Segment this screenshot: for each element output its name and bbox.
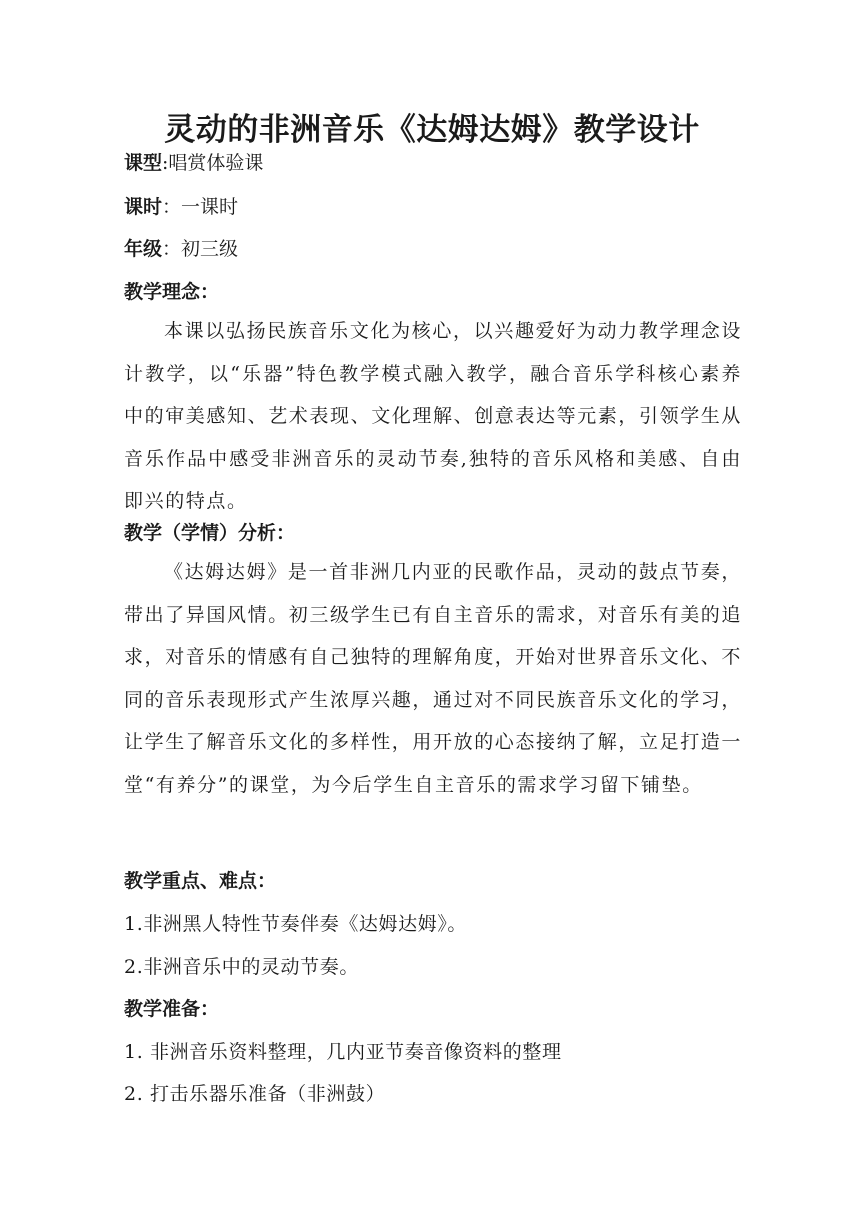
philosophy-heading: 教学理念：: [124, 281, 220, 303]
lesson-type-label: 课型: [124, 152, 163, 174]
duration-line: [124, 193, 238, 221]
preparation-item-2: 2. 打击乐器乐准备（非洲鼓）: [124, 1083, 386, 1105]
preparation-item-1: 1. 非洲音乐资料整理，几内亚节奏音像资料的整理: [124, 1041, 562, 1063]
lesson-type-separator: :: [162, 152, 169, 174]
analysis-heading: 教学（学情）分析：: [124, 522, 296, 544]
document-title: 灵动的非洲音乐《达姆达姆》教学设计: [164, 112, 700, 148]
philosophy-paragraph: 本课以弘扬民族音乐文化为核心，以兴趣爱好为动力教学理念设计教学，以“乐器”特色教学模式融入教学，融合音乐学科核心素养中的审美感知、艺术表现、文化理解、创意表达等元素，引领学生从音乐作品中感受非洲音乐的灵动节奏,独特的音乐风格和美感、自由即兴的特点。: [124, 320, 743, 512]
duration-separator: ：: [162, 196, 182, 218]
duration-value: 一课时: [181, 196, 239, 218]
grade-value: 初三级: [181, 238, 239, 260]
analysis-paragraph: 《达姆达姆》是一首非洲几内亚的民歌作品，灵动的鼓点节奏，带出了异国风情。初三级学生已有自主音乐的需求，对音乐有美的追求，对音乐的情感有自己独特的理解角度，开始对世界音乐文化、不同的音乐表现形式产生浓厚兴趣，通过对不同民族音乐文化的学习，让学生了解音乐文化的多样性，用开放的心态接纳了解，立足打造一堂“有养分”的课堂，为今后学生自主音乐的需求学习留下铺垫。: [124, 561, 743, 796]
grade-separator: ：: [162, 238, 182, 260]
grade-label: 年级: [124, 238, 163, 260]
lesson-type-value: 唱赏体验课: [168, 152, 264, 174]
key-point-item-1: 1.非洲黑人特性节奏伴奏《达姆达姆》。: [124, 913, 468, 935]
key-points-heading: 教学重点、难点：: [124, 870, 277, 892]
grade-line: [124, 235, 238, 263]
lesson-type-line: [124, 149, 263, 177]
preparation-heading: 教学准备：: [124, 998, 220, 1020]
duration-label: 课时: [124, 196, 163, 218]
key-point-item-2: 2.非洲音乐中的灵动节奏。: [124, 956, 359, 978]
